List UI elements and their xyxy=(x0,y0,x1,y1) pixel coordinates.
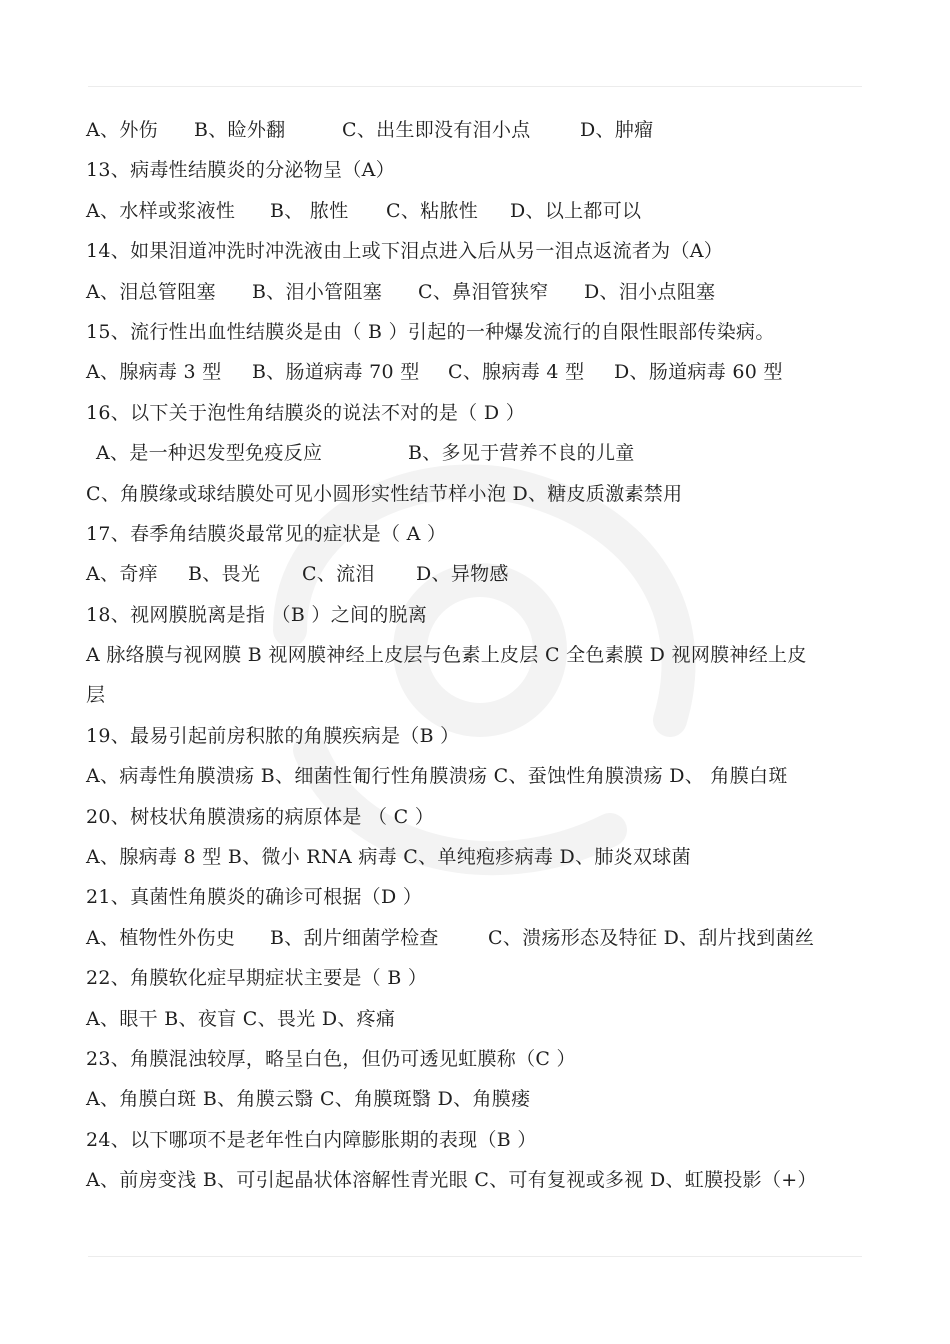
option: D、异物感 xyxy=(416,563,509,586)
option: A、植物性外伤史 xyxy=(86,926,236,949)
options-row xyxy=(86,918,866,958)
option: A、泪总管阻塞 xyxy=(86,280,216,303)
options-text: A、腺病毒 8 型 B、微小 RNA 病毒 C、单纯疱疹病毒 D、肺炎双球菌 xyxy=(86,846,691,869)
options-row xyxy=(86,191,866,231)
option: B、多见于营养不良的儿童 xyxy=(408,442,635,465)
option: A、水样或浆液性 xyxy=(86,199,236,222)
options-text: A、病毒性角膜溃疡 B、细菌性匍行性角膜溃疡 C、蚕蚀性角膜溃疡 D、 角膜白斑 xyxy=(86,765,788,788)
options-row xyxy=(86,554,866,594)
options-row xyxy=(86,433,866,473)
question-19: 19、最易引起前房积脓的角膜疾病是（B ） xyxy=(86,724,460,747)
option: C、腺病毒 4 型 xyxy=(448,361,585,384)
options-text: A、角膜白斑 B、角膜云翳 C、角膜斑翳 D、角膜瘘 xyxy=(86,1088,531,1111)
options-row xyxy=(86,110,866,150)
option: A、奇痒 xyxy=(86,563,158,586)
option: D、以上都可以 xyxy=(510,199,642,222)
option: C、粘脓性 xyxy=(386,199,479,222)
option: A、外伤 xyxy=(86,119,158,141)
option: B、刮片细菌学检查 xyxy=(270,926,439,949)
question-20: 20、树枝状角膜溃疡的病原体是 （ C ） xyxy=(86,805,435,828)
options-row xyxy=(86,272,866,312)
footer-divider xyxy=(88,1256,862,1257)
option: C、出生即没有泪小点 xyxy=(342,119,531,141)
header-divider xyxy=(88,86,862,87)
option: C、溃疡形态及特征 D、刮片找到菌丝 xyxy=(488,926,815,949)
options-text: A、前房变浅 B、可引起晶状体溶解性青光眼 C、可有复视或多视 D、虹膜投影（+） xyxy=(86,1169,817,1192)
option: C、流泪 xyxy=(302,563,375,586)
option: B、 脓性 xyxy=(270,199,349,222)
option: B、泪小管阻塞 xyxy=(252,280,383,303)
question-14: 14、如果泪道冲洗时冲洗液由上或下泪点进入后从另一泪点返流者为（A） xyxy=(86,240,724,263)
option: A、腺病毒 3 型 xyxy=(86,361,222,384)
option: C、鼻泪管狭窄 xyxy=(418,280,549,303)
option: B、畏光 xyxy=(188,563,261,586)
option: B、睑外翻 xyxy=(194,119,286,141)
question-21: 21、真菌性角膜炎的确诊可根据（D ） xyxy=(86,886,423,909)
option: B、肠道病毒 70 型 xyxy=(252,361,420,384)
options-text: A、眼干 B、夜盲 C、畏光 D、疼痛 xyxy=(86,1007,396,1030)
options-row xyxy=(86,352,866,392)
options-text-continued: 层 xyxy=(86,684,106,707)
question-18: 18、视网膜脱离是指 （B ）之间的脱离 xyxy=(86,603,428,626)
option: D、肿瘤 xyxy=(580,119,654,141)
question-24: 24、以下哪项不是老年性白内障膨胀期的表现（B ） xyxy=(86,1128,537,1151)
question-23: 23、角膜混浊较厚，略呈白色，但仍可透见虹膜称（C ） xyxy=(86,1047,576,1070)
question-16: 16、以下关于泡性角结膜炎的说法不对的是（ D ） xyxy=(86,401,525,424)
option: D、肠道病毒 60 型 xyxy=(614,361,783,384)
question-list xyxy=(86,110,866,1201)
options-text: A 脉络膜与视网膜 B 视网膜神经上皮层与色素上皮层 C 全色素膜 D 视网膜神经上皮 xyxy=(86,644,807,667)
option: A、是一种迟发型免疫反应 xyxy=(96,442,323,465)
question-22: 22、角膜软化症早期症状主要是（ B ） xyxy=(86,967,428,990)
options-text: C、角膜缘或球结膜处可见小圆形实性结节样小泡 D、糖皮质激素禁用 xyxy=(86,482,683,505)
question-17: 17、春季角结膜炎最常见的症状是（ A ） xyxy=(86,522,447,545)
question-13: 13、病毒性结膜炎的分泌物呈（A） xyxy=(86,159,395,182)
option: D、泪小点阻塞 xyxy=(584,280,716,303)
question-15: 15、流行性出血性结膜炎是由（ B ）引起的一种爆发流行的自限性眼部传染病。 xyxy=(86,320,775,343)
